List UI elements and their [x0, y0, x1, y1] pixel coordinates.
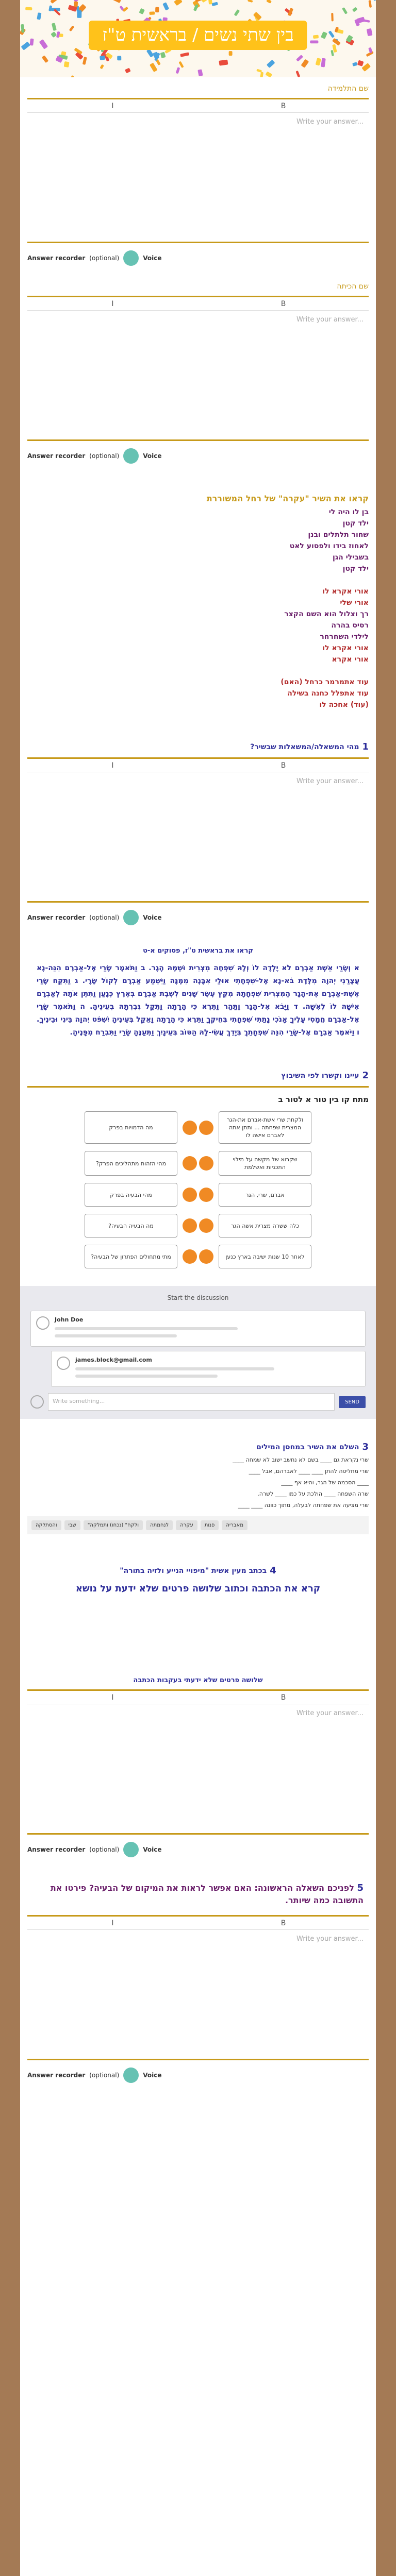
passage-text: א וְשָׂרַי אֵשֶׁת אַבְרָם לֹא יָלְדָה לוֹ וְלָהּ שִׁפְחָה מִצְרִית וּשְׁמָהּ הָגָר. ב וַתֹּאמֶר שָׂרַי אֶל-אַבְרָם הִנֵּה-נָא עֲצָרַנִי יְהוָה מִלֶּדֶת בֹּא-נָא אֶל-שִׁפְחָתִי אוּלַי אִבָּנֶה מִמֶּנָּה וַיִּשְׁמַע אַבְרָם לְקוֹל שָׂרָי. ג וַתִּקַּח שָׂרַי אֵשֶׁת-אַבְרָם אֶת-הָגָר הַמִּצְרִית שִׁפְחָתָהּ מִקֵּץ עֶשֶׂר שָׁנִים לְשֶׁבֶת אַבְרָם בְּאֶרֶץ כְּנָעַן וַתִּתֵּן אֹתָהּ לְאַבְרָם אִישָׁהּ לוֹ לְאִשָּׁה. ד וַיָּבֹא אֶל-הָגָר וַתַּהַר וַתֵּרֶא כִּי הָרָתָה וַתֵּקַל גְּבִרְתָּהּ בְּעֵינֶיהָ. ה וַתֹּאמֶר שָׂרַי אֶל-אַבְרָם חֲמָסִי עָלֶיךָ אָנֹכִי נָתַתִּי שִׁפְחָתִי בְּחֵיקֶךָ וַתֵּרֶא כִּי הָרָתָה וָאֵקַל בְּעֵינֶיהָ יִשְׁפֹּט יְהוָה בֵּינִי וּבֵינֶיךָ. ו וַיֹּאמֶר אַבְרָם אֶל-שָׂרַי הִנֵּה שִׁפְחָתֵךְ בְּיָדֵךְ עֲשִׂי-לָהּ הַטּוֹב בְּעֵינָיִךְ וַתְּעַנֶּהָ שָׂרַי וַתִּבְרַח מִפָּנֶיהָ.	[37, 964, 359, 1037]
recorder-optional: (optional)	[89, 1846, 120, 1853]
student-name-label: שם התלמידה	[327, 84, 369, 93]
question-number: 4	[270, 1565, 276, 1576]
student-name-answer	[27, 98, 369, 243]
answer-textarea[interactable]: Write your answer...	[296, 777, 364, 785]
worksheet-page	[20, 0, 376, 2576]
connector-dot[interactable]	[199, 1188, 213, 1202]
question-4	[27, 1560, 369, 1578]
answer-recorder	[27, 246, 369, 270]
word-bank	[27, 1516, 369, 1534]
word-chip[interactable]: פנות	[201, 1520, 219, 1530]
text-toolbar	[27, 1917, 369, 1930]
discussion-title: Start the discussion	[167, 1294, 229, 1301]
match-connectors	[183, 1245, 213, 1268]
header-banner	[20, 0, 376, 77]
connector-dot[interactable]	[199, 1121, 213, 1135]
poem-section	[20, 473, 376, 716]
recorder-optional: (optional)	[89, 2072, 120, 2079]
recorder-optional: (optional)	[89, 914, 120, 921]
text-toolbar	[27, 1691, 369, 1704]
question-4-subhead: שלושה פרטים שלא ידעתי בעקבות הכתבה	[133, 1676, 263, 1684]
match-card-right[interactable]: ולקחת שרי אשת-אברם את-הגר המצרית שפחתה ... ותתן אתה לאברם אישה לו	[219, 1111, 311, 1144]
send-button[interactable]: SEND	[339, 1396, 366, 1408]
voice-record-button[interactable]	[123, 1842, 139, 1857]
word-chip[interactable]: לנחמתה	[146, 1520, 173, 1530]
class-section	[20, 275, 376, 473]
word-chip[interactable]: "ולקח" (נכחו) ותמלקה	[84, 1520, 143, 1530]
answer-recorder	[27, 2063, 369, 2087]
fill-line: שרי נקראת גם ____ בשם לא נחשב ישוב לא שמחה ____	[233, 1456, 369, 1463]
passage-section	[20, 935, 376, 1044]
question-5-section	[20, 1867, 376, 2092]
match-card-left[interactable]: מהי הבעיה בפרק	[85, 1183, 177, 1207]
connector-dot[interactable]	[183, 1249, 197, 1264]
poem-title: קראו את השיר "עקרה" של רחל המשוררת	[206, 494, 369, 503]
connector-dot[interactable]	[199, 1218, 213, 1233]
connector-dot[interactable]	[199, 1249, 213, 1264]
recorder-optional: (optional)	[89, 255, 120, 262]
avatar	[57, 1357, 70, 1370]
voice-record-button[interactable]	[123, 250, 139, 266]
answer-textarea[interactable]: Write your answer...	[296, 1935, 364, 1943]
poem-line: אורי שלי	[340, 599, 369, 607]
discussion-post	[51, 1351, 366, 1387]
voice-label: Voice	[143, 1846, 162, 1853]
text-toolbar	[27, 99, 369, 113]
divider	[27, 1086, 369, 1088]
question-text: לפניכם השאלה הראשונה: האם אפשר לראות את המיקום של הבעיה? פירטו את התשובה כמה שיותר.	[50, 1883, 364, 1905]
question-3-section	[20, 1431, 376, 1539]
match-instructions: מתח קו בין טור א לטור ב	[278, 1095, 369, 1104]
answer-textarea[interactable]: Write your answer...	[296, 118, 364, 126]
question-number: 5	[357, 1883, 364, 1893]
answer-recorder	[27, 1838, 369, 1861]
poem-line: לילדי השחרחר	[320, 633, 369, 641]
question-2-section	[20, 1044, 376, 1274]
match-card-right[interactable]: כלה ששרה מצרית אשה הגר	[219, 1214, 311, 1238]
answer-recorder	[27, 906, 369, 929]
question-text: השלם את השיר במחסן המילים	[256, 1443, 359, 1451]
student-name-section	[20, 77, 376, 275]
recorder-label: Answer recorder	[27, 255, 86, 262]
poem-line: ילד קטן	[342, 565, 369, 573]
recorder-label: Answer recorder	[27, 914, 86, 921]
match-card-right[interactable]: לאחר 10 שנות ישיבה בארץ כנען	[219, 1245, 311, 1268]
class-answer	[27, 296, 369, 441]
question-number: 1	[362, 741, 369, 752]
poem-line: ילד קטן	[342, 519, 369, 528]
answer-recorder	[27, 444, 369, 468]
voice-record-button[interactable]	[123, 2067, 139, 2083]
question-4-section	[20, 1539, 376, 1867]
post-author: james.block@gmail.com	[75, 1357, 152, 1363]
connector-dot[interactable]	[199, 1156, 213, 1171]
question-1-answer	[27, 757, 369, 903]
connector-dot[interactable]	[183, 1218, 197, 1233]
italic-button[interactable]: I	[111, 1693, 114, 1702]
voice-record-button[interactable]	[123, 910, 139, 925]
recorder-label: Answer recorder	[27, 1846, 86, 1853]
question-4-answer	[27, 1689, 369, 1835]
question-3	[27, 1436, 369, 1454]
match-connectors	[183, 1151, 213, 1176]
poem-line: אורי אקרא לו	[322, 644, 369, 652]
bold-button[interactable]: B	[280, 1693, 286, 1702]
answer-textarea[interactable]: Write your answer...	[296, 316, 364, 324]
class-label: שם הכיתה	[337, 282, 369, 291]
poem-line: אורי אקרא	[332, 655, 369, 664]
match-connectors	[183, 1183, 213, 1207]
avatar	[36, 1316, 50, 1330]
page-title: בין שתי נשים / בראשית ט"ז	[89, 21, 307, 50]
fill-line: ____ הסכמה של הגר, והיא אף ____	[281, 1479, 369, 1486]
text-toolbar	[27, 759, 369, 772]
recorder-optional: (optional)	[89, 452, 120, 460]
poem-line: לאחוז בידו ולפסוע לאט	[289, 542, 369, 550]
match-card-left[interactable]: מתי מתחולים הפתרון של הבעיה?	[85, 1245, 177, 1268]
poem-line: בשבילי הגן	[333, 553, 369, 562]
fill-line: שרי מציעה את שפחתה לבעלה, מתוך כוונה ____ ____	[238, 1502, 369, 1509]
question-2	[27, 1065, 369, 1083]
bold-button[interactable]: B	[280, 299, 286, 308]
connector-dot[interactable]	[183, 1156, 197, 1171]
match-card-right[interactable]: אברם, שרי, הגר	[219, 1183, 311, 1207]
italic-button[interactable]: I	[111, 299, 114, 308]
poem-line: שחור תלתלים ובנן	[308, 531, 369, 539]
match-card-left[interactable]: מה הדמויות בפרק	[85, 1111, 177, 1144]
bold-button[interactable]: B	[280, 1919, 286, 1927]
question-1-section	[20, 716, 376, 935]
discussion-panel	[20, 1286, 376, 1419]
passage-title: קראו את בראשית ט"ז, פסוקים א-ט	[143, 947, 253, 955]
discussion-input[interactable]: Write something...	[48, 1393, 335, 1411]
poem-line: עוד אתמרמר כרחל (האם)	[280, 678, 369, 686]
recorder-label: Answer recorder	[27, 452, 86, 460]
word-chip[interactable]: שבי	[64, 1520, 80, 1530]
poem-line: רסיס בהרה	[331, 621, 369, 630]
italic-button[interactable]: I	[111, 1919, 114, 1927]
poem-stanza-2	[27, 586, 369, 665]
poem-stanza-3	[27, 676, 369, 710]
fill-line: שרי מחליטה להתן ____ ____ לאברהם, אבל ____	[249, 1468, 369, 1475]
voice-label: Voice	[143, 452, 162, 460]
question-number: 3	[362, 1442, 369, 1452]
word-chip[interactable]: מאבריה	[222, 1520, 248, 1530]
question-number: 2	[362, 1070, 369, 1081]
text-toolbar	[27, 297, 369, 311]
post-author: John Doe	[55, 1316, 84, 1323]
match-card-right[interactable]: שקרוא של מקשה על מילוי התכניות ואשלמת	[219, 1151, 311, 1176]
poem-stanza-1	[27, 506, 369, 574]
discussion-input-row	[30, 1393, 366, 1411]
poem-line: רך וצלול הוא השם הקצר	[284, 610, 369, 618]
question-4-instructions: קרא את הכתבה וכתוב שלושה פרטים שלא ידעת על נושא	[75, 1583, 321, 1594]
question-1	[27, 736, 369, 754]
question-text: עיינו וקשרו לפי השיבוץ	[281, 1071, 359, 1080]
connector-dot[interactable]	[183, 1188, 197, 1202]
word-chip[interactable]: עקרה	[176, 1520, 197, 1530]
match-card-left[interactable]: מה הבעיה הבעיה?	[85, 1214, 177, 1238]
voice-label: Voice	[143, 2072, 162, 2079]
connector-dot[interactable]	[183, 1121, 197, 1135]
match-card-left[interactable]: מהי הזהות מתהליכים הפרק?	[85, 1151, 177, 1176]
question-5-answer	[27, 1915, 369, 2060]
match-connectors	[183, 1111, 213, 1144]
answer-textarea[interactable]: Write your answer...	[296, 1709, 364, 1717]
poem-line: (עוד) אחכה לו	[319, 701, 369, 709]
voice-label: Voice	[143, 255, 162, 262]
avatar	[30, 1395, 44, 1409]
voice-record-button[interactable]	[123, 448, 139, 464]
match-connectors	[183, 1214, 213, 1238]
word-chip[interactable]: והסתלקה	[31, 1520, 61, 1530]
voice-label: Voice	[143, 914, 162, 921]
italic-button[interactable]: I	[111, 101, 114, 110]
poem-line: עוד אתפלל כחנה בשילה	[287, 689, 369, 698]
poem-line: אורי אקרא לו	[322, 587, 369, 596]
matching-grid	[27, 1111, 369, 1268]
discussion-post	[30, 1311, 366, 1347]
bold-button[interactable]: B	[280, 761, 286, 770]
question-text: בכתב מעין אשית "מיפויי הנייע ולזיה בתורה"	[120, 1566, 267, 1575]
question-5	[27, 1872, 369, 1912]
italic-button[interactable]: I	[111, 761, 114, 770]
fill-line: שרה השפחה ____ הולכת על כמו ____ לשרה.	[257, 1490, 369, 1497]
recorder-label: Answer recorder	[27, 2072, 86, 2079]
bold-button[interactable]: B	[280, 101, 286, 110]
poem-line: בן לו היה לי	[328, 508, 369, 516]
question-text: מהי המשאלה/המשאלות שבשיר?	[250, 742, 359, 751]
